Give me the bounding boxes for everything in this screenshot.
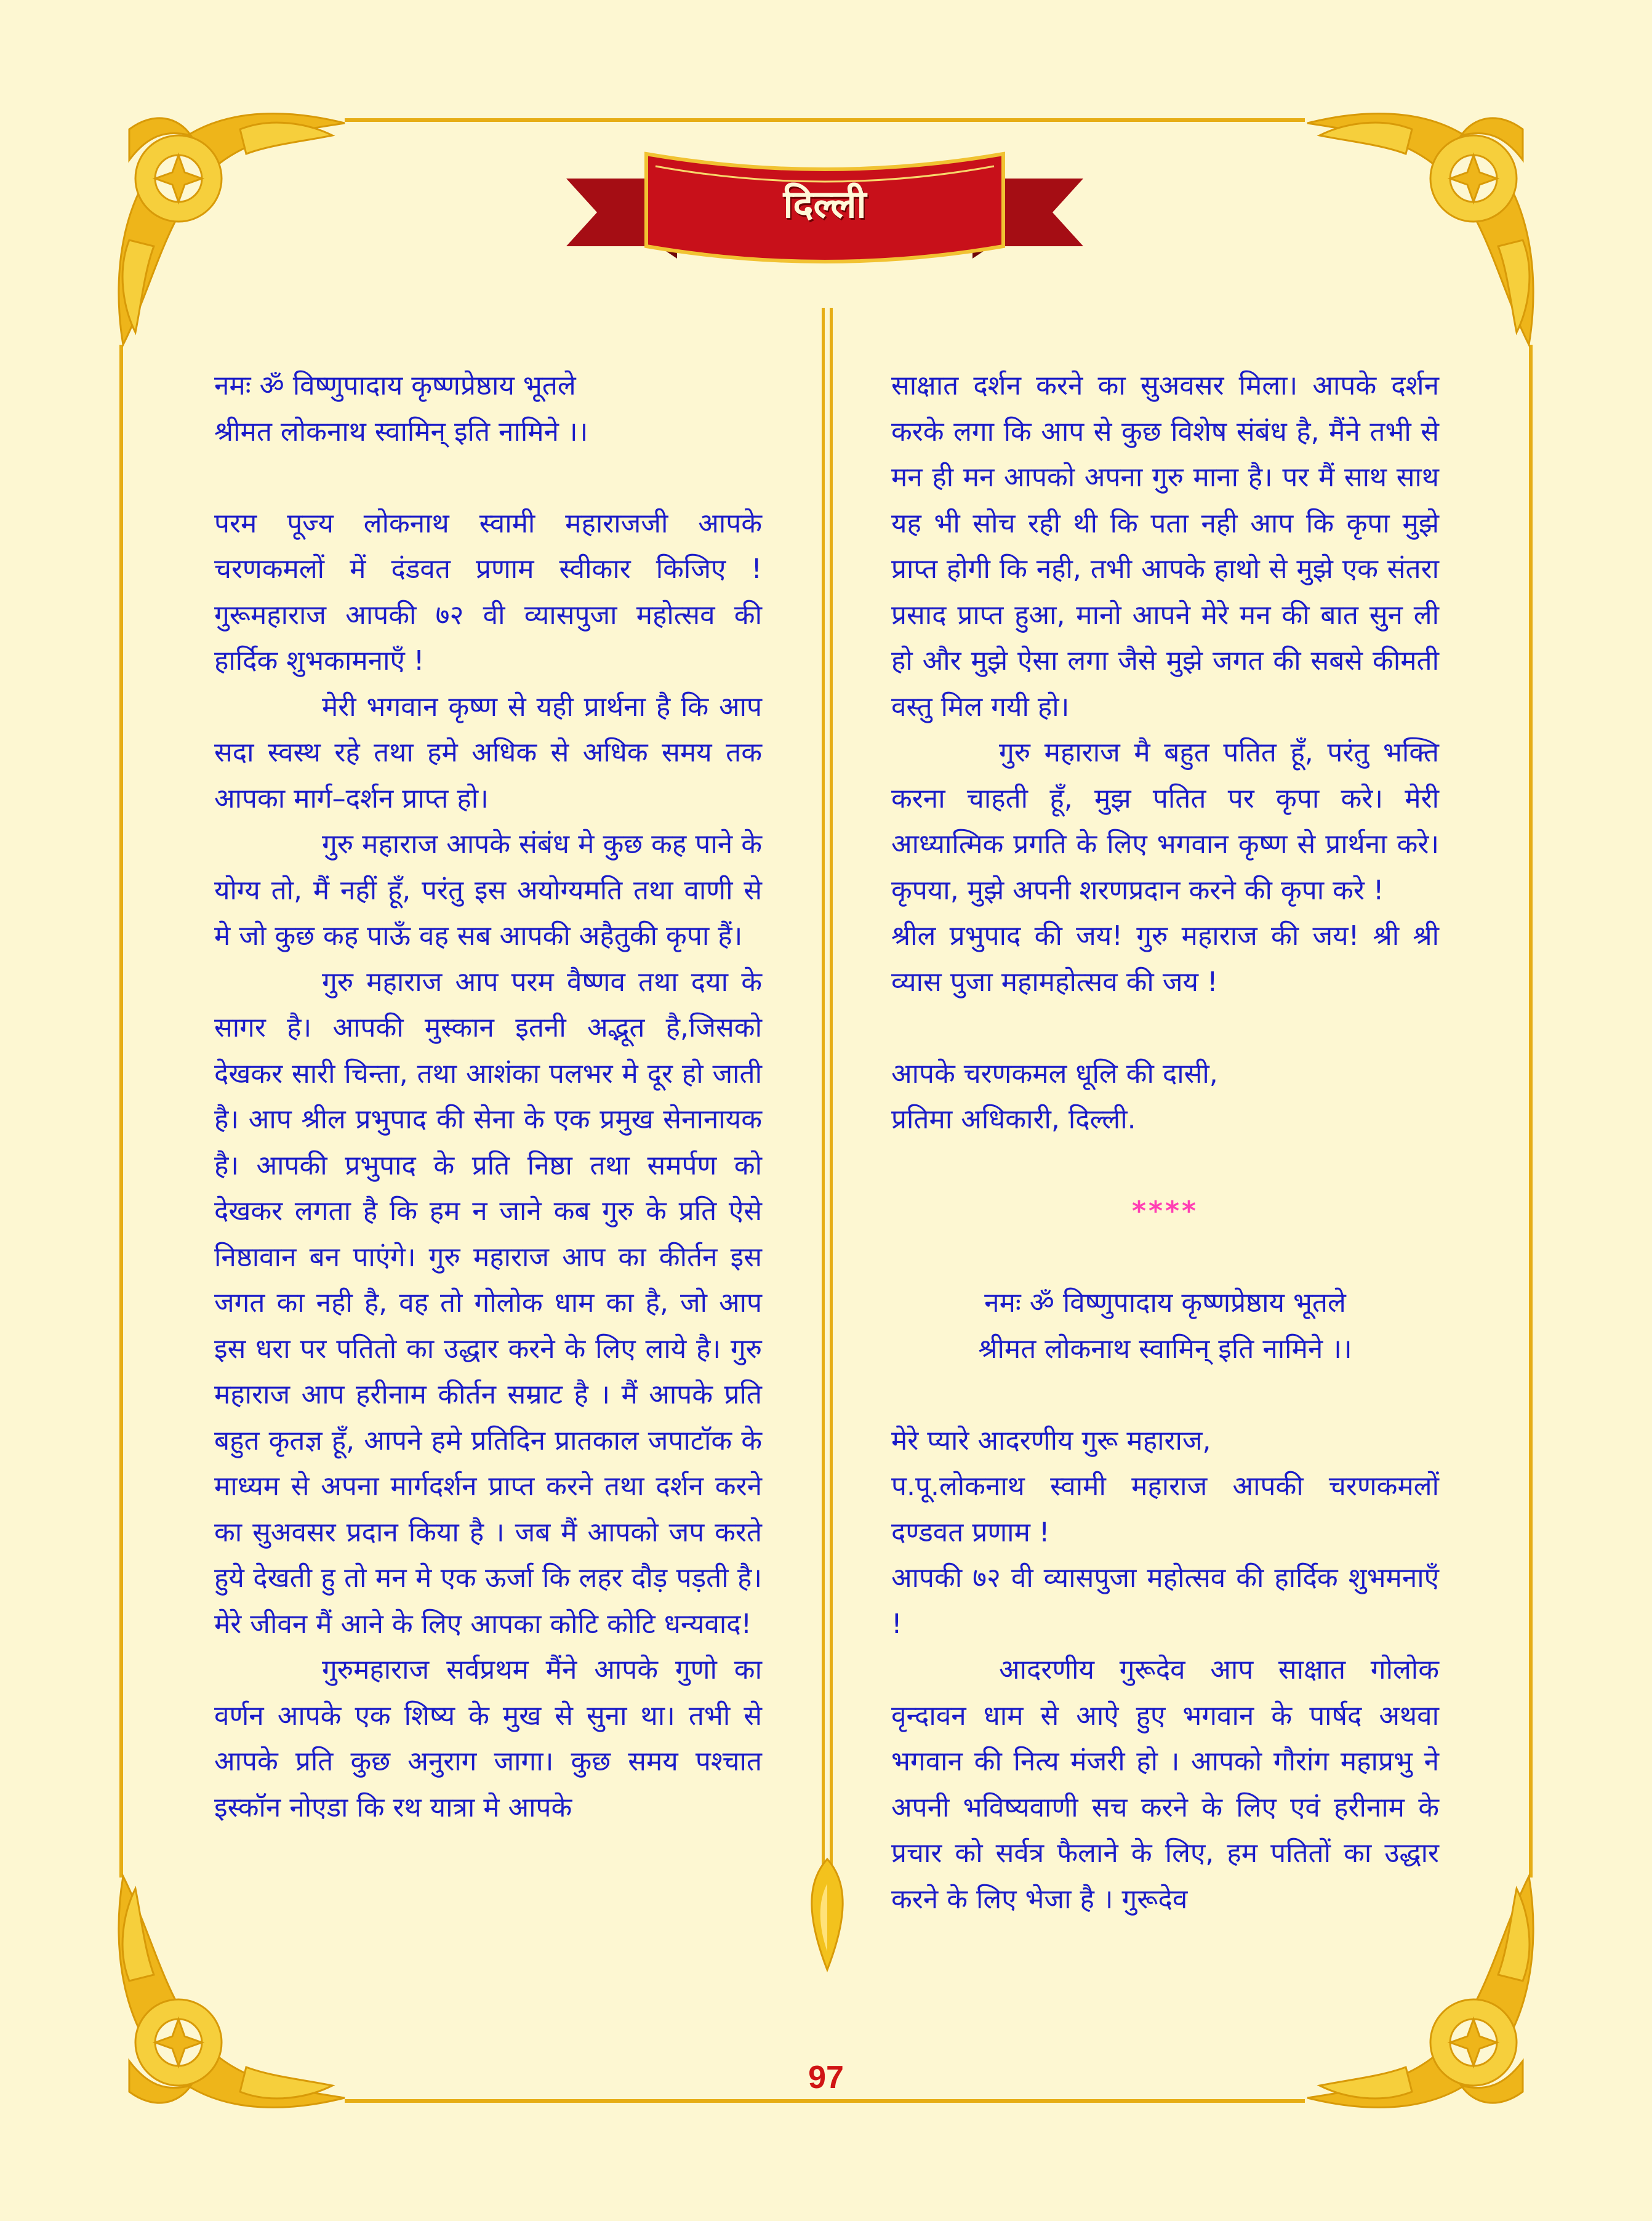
- paragraph: साक्षात दर्शन करने का सुअवसर मिला। आपके दर्शन करके लगा कि आप से कुछ विशेष संबंध है, मैंने तभी से मन ही मन आपको अपना गुरु माना है। पर मैं साथ साथ यह भी सोच रही थी कि पता नही आप कि कृपा मुझे प्राप्त होगी कि नही, तभी आपके हाथो से मुझे एक संतरा प्रसाद प्राप्त हुआ, मानो आपने मेरे मन की बात सुन ली हो और मुझे ऐसा लगा जैसे मुझे जगत की सबसे कीमती वस्तु मिल गयी हो।: [891, 370, 1439, 723]
- paragraph: आदरणीय गुरूदेव आप साक्षात गोलोक वृन्दावन धाम से आऐ हुए भगवान के पार्षद अथवा भगवान की नित्य मंजरी हो । आपको गौरांग महाप्रभु ने अपनी भविष्यवाणी सच करने के लिए एवं हरीनाम के प्रचार को सर्वत्र फैलाने के लिए, हम पतितों का उद्धार करने के लिए भेजा है । गुरूदेव: [891, 1654, 1439, 1915]
- frame-top-line: [345, 118, 1305, 122]
- paragraph: श्रील प्रभुपाद की जय! गुरु महाराज की जय! श्री श्री व्यास पुजा महामहोत्सव की जय !: [891, 920, 1439, 998]
- mantra-line-1: नमः ॐ विष्णुपादाय कृष्णप्रेष्ठाय भूतले: [984, 1287, 1346, 1319]
- paragraph: आपकी ७२ वी व्यासपुजा महोत्सव की हार्दिक शुभमनाएँ !: [891, 1562, 1439, 1640]
- frame-bottom-line: [345, 2099, 1305, 2103]
- corner-ornament-top-left: [86, 86, 382, 382]
- mantra-line-2: श्रीमत लोकनाथ स्वामिन् इति नामिने ।।: [214, 416, 588, 448]
- title-banner: [554, 142, 1096, 277]
- paragraph: गुरु महाराज आप परम वैष्णव तथा दया के सागर है। आपकी मुस्कान इतनी अद्भूत है,जिसको देखकर सारी चिन्ता, तथा आशंका पलभर मे दूर हो जाती है। आप श्रील प्रभुपाद की सेना के एक प्रमुख सेनानायक है। आपकी प्रभुपाद के प्रति निष्ठा तथा समर्पण को देखकर लगता है कि हम न जाने कब गुरु के प्रति ऐसे निष्ठावान बन पाएंगे। गुरु महाराज आप का कीर्तन इस जगत का नही है, वह तो गोलोक धाम का है, जो आप इस धरा पर पतितो का उद्धार करने के लिए लाये है। गुरु महाराज आप हरीनाम कीर्तन सम्राट है । मैं आपके प्रति बहुत कृतज्ञ हूँ, आपने हमे प्रतिदिन प्रातकाल जपाटॉक के माध्यम से अपना मार्गदर्शन प्राप्त करने तथा दर्शन करने का सुअवसर प्रदान किया है । जब मैं आपको जप करते हुये देखती हु तो मन मे एक ऊर्जा कि लहर दौड़ पड़ती है। मेरे जीवन मैं आने के लिए आपका कोटि कोटि धन्यवाद!: [214, 966, 762, 1640]
- paragraph: गुरुमहाराज सर्वप्रथम मैंने आपके गुणो का वर्णन आपके एक शिष्य के मुख से सुना था। तभी से आपके प्रति कुछ अनुराग जागा। कुछ समय पश्चात इस्कॉन नोएडा कि रथ यात्रा मे आपके: [214, 1654, 762, 1823]
- right-column: [891, 363, 1439, 1922]
- page-number: 97: [808, 2060, 844, 2095]
- corner-ornament-top-right: [1270, 86, 1566, 382]
- mantra-line-1: नमः ॐ विष्णुपादाय कृष्णप्रेष्ठाय भूतले: [214, 370, 576, 401]
- page-title: दिल्ली: [783, 182, 867, 227]
- frame-right-line: [1529, 345, 1533, 1878]
- mantra-line-2: श्रीमत लोकनाथ स्वामिन् इति नामिने ।।: [978, 1333, 1352, 1365]
- paragraph: मेरी भगवान कृष्ण से यही प्रार्थना है कि आप सदा स्वस्थ रहे तथा हमे अधिक से अधिक समय तक आपका मार्ग–दर्शन प्राप्त हो।: [214, 691, 762, 814]
- column-divider: [793, 308, 860, 1982]
- salutation: मेरे प्यारे आदरणीय गुरू महाराज,: [891, 1424, 1211, 1456]
- paragraph: प.पू.लोकनाथ स्वामी महाराज आपकी चरणकमलों दण्डवत प्रणाम !: [891, 1471, 1439, 1548]
- paragraph: गुरु महाराज आपके संबंध मे कुछ कह पाने के योग्य तो, मैं नहीं हूँ, परंतु इस अयोग्यमति तथा वाणी से मे जो कुछ कह पाऊँ वह सब आपकी अहैतुकी कृपा हैं।: [214, 829, 762, 952]
- signature-line-2: प्रतिमा अधिकारी, दिल्ली.: [891, 1104, 1136, 1135]
- frame-left-line: [119, 345, 123, 1878]
- paragraph: गुरु महाराज मै बहुत पतित हूँ, परंतु भक्ति करना चाहती हूँ, मुझ पतित पर कृपा करे। मेरी आध्यात्मिक प्रगति के लिए भगवान कृष्ण से प्रार्थना करे। कृपया, मुझे अपनी शरणप्रदान करने की कृपा करे !: [891, 737, 1439, 906]
- left-column: [214, 363, 762, 1831]
- signature-line-1: आपके चरणकमल धूलि की दासी,: [891, 1058, 1218, 1090]
- paragraph: परम पूज्य लोकनाथ स्वामी महाराजजी आपके चरणकमलों में दंडवत प्रणाम स्वीकार किजिए ! गुरूमहाराज आपकी ७२ वी व्यासपुजा महोत्सव की हार्दिक शुभकामनाएँ !: [214, 507, 762, 677]
- section-separator-stars: ****: [1131, 1195, 1199, 1227]
